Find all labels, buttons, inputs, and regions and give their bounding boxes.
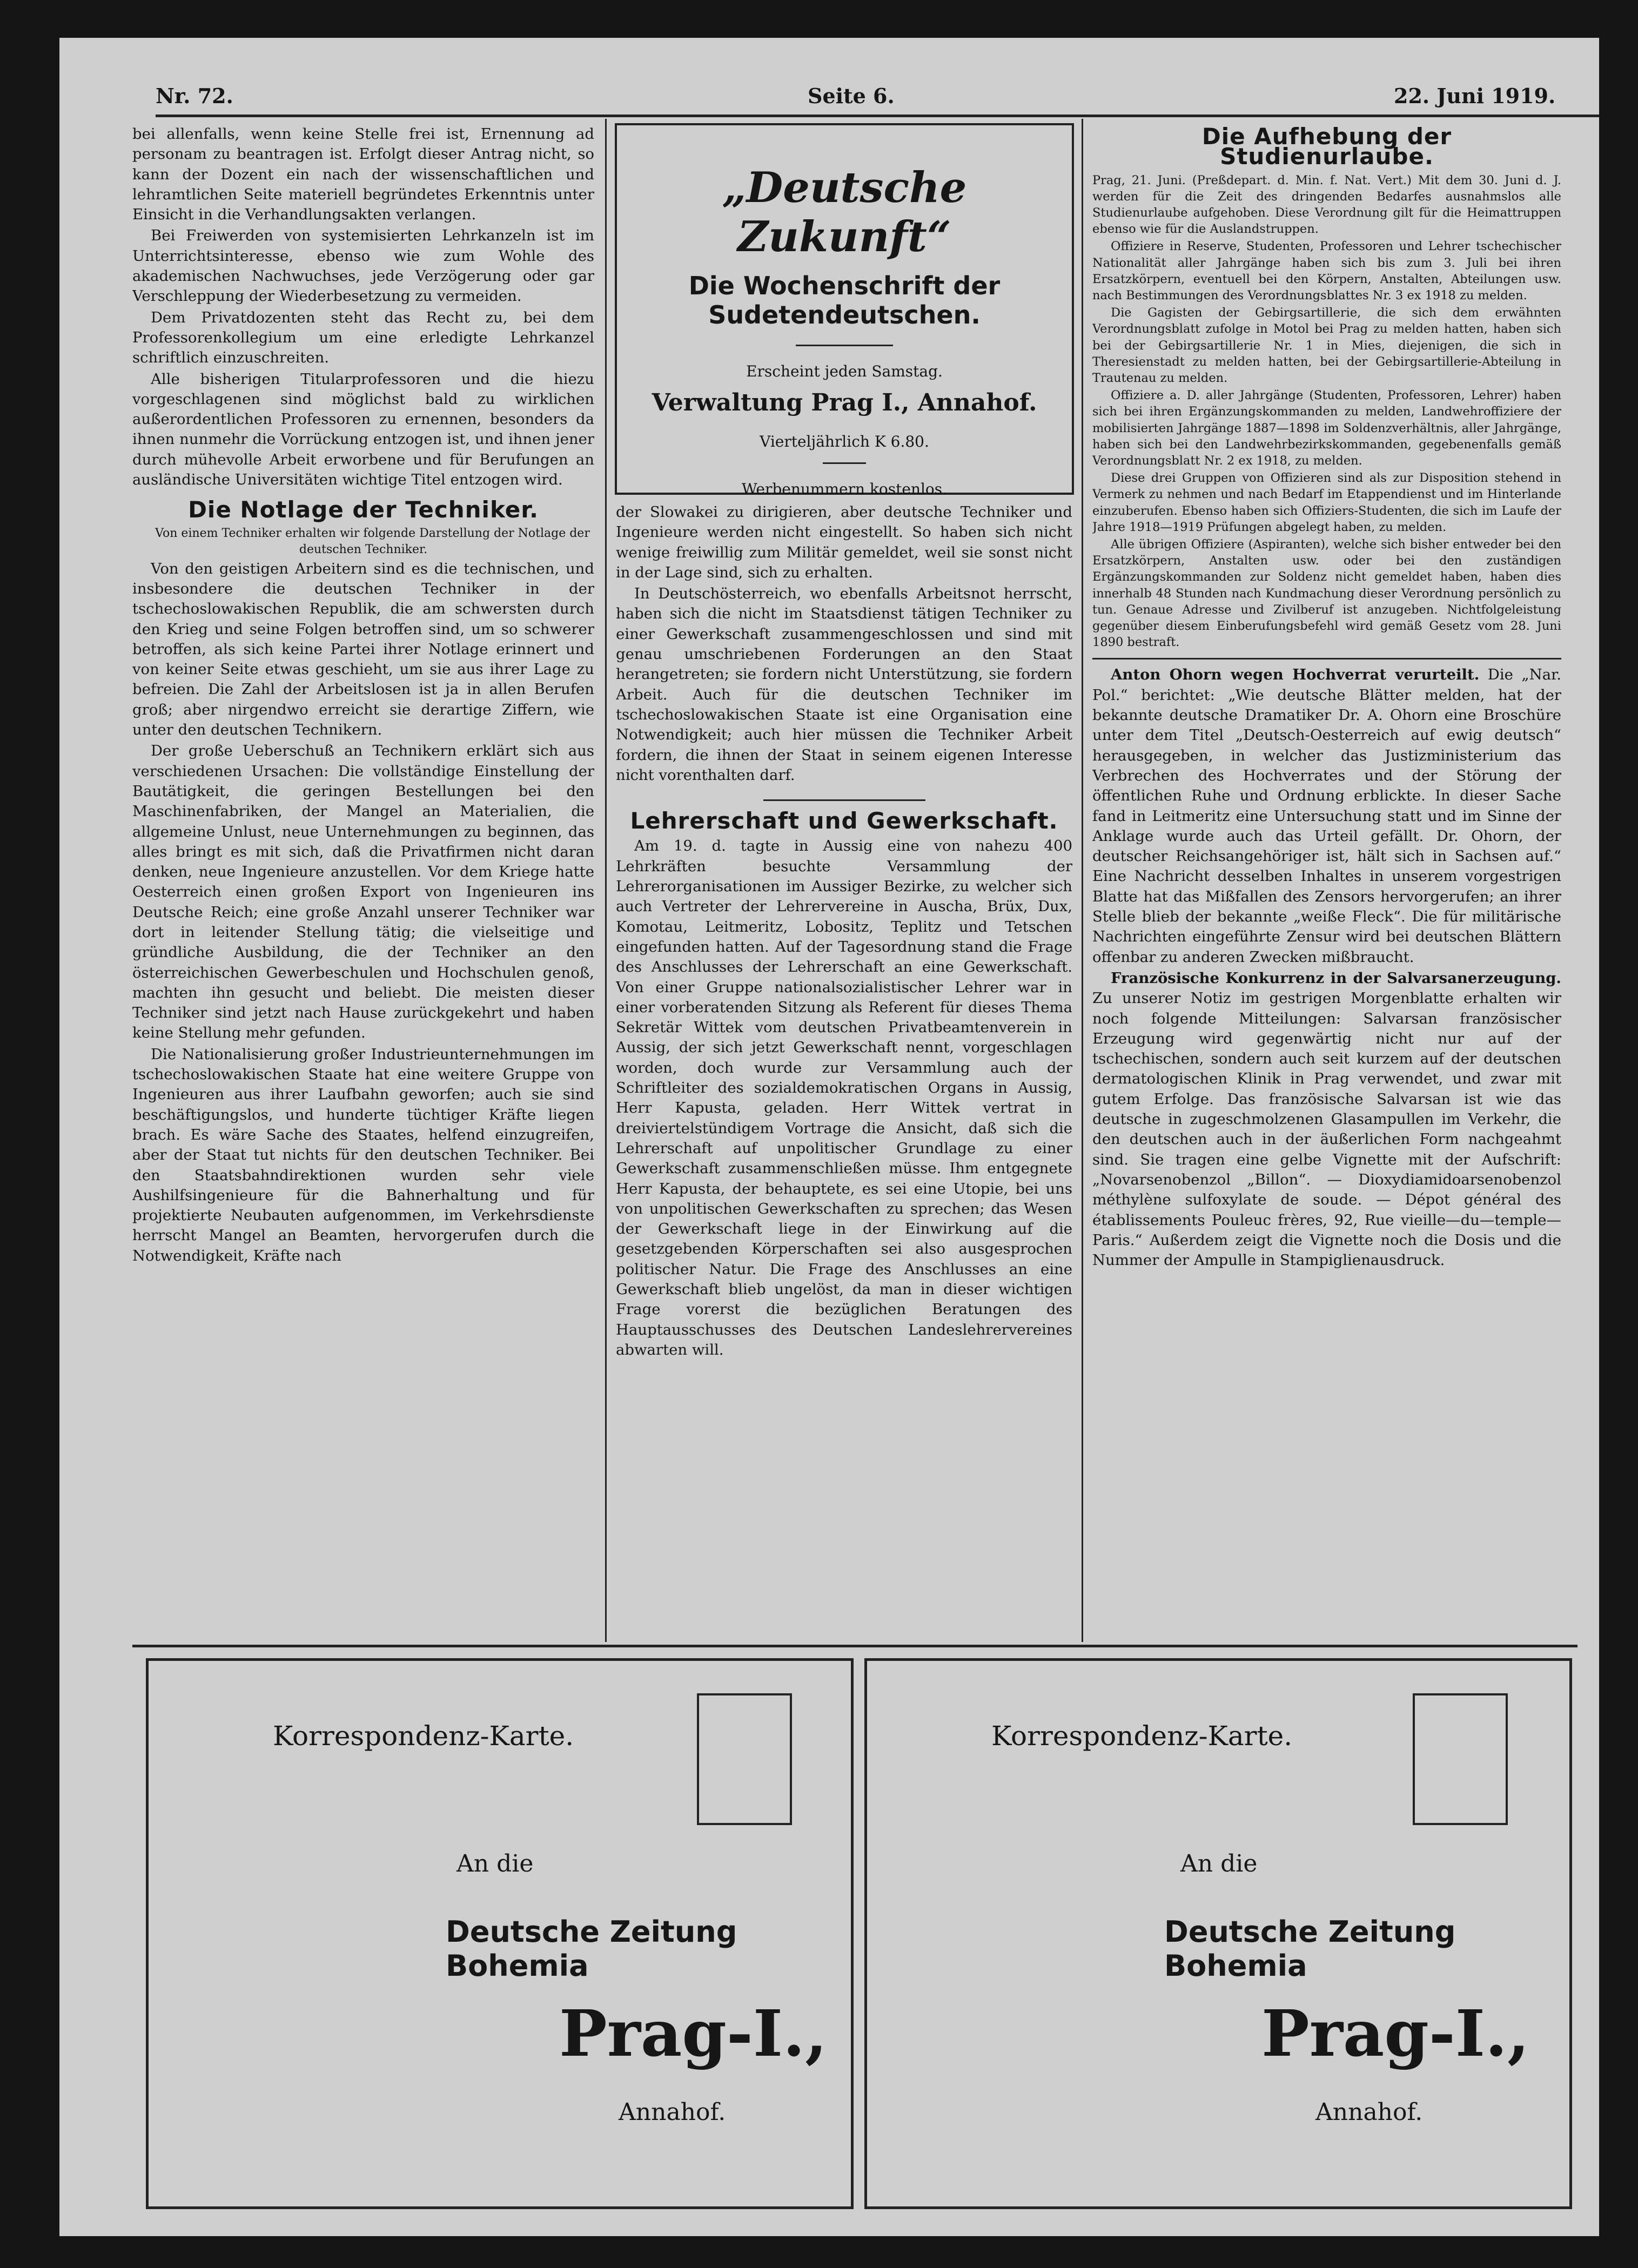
paragraph: Die Nationalisierung großer Industrieunternehmungen im tschechoslowakischen Staate hat eine weitere Gruppe von Ingenieuren aus ihrer Laufbahn geworfen; auch sie sind beschäftigungslos, und hunderte tüchtiger Kräfte liegen brach. Es wäre Sache des Staates, helfend einzugreifen, aber der Staat tut nichts für den deutschen Techniker. Bei den Staatsbahndirektionen wurden sehr viele Aushilfsingenieure für die Bahnerhaltung und für projektierte Neubauten aufgenommen, im Verkehrsdienste herrscht Mangel an Beamten, hervorgerufen durch die Notwendigkeit, Kräfte nach: [132, 1045, 594, 1264]
card-addressee-prefix: An die: [1180, 1850, 1258, 1877]
paragraph: Offiziere a. D. aller Jahrgänge (Studenten, Professoren, Lehrer) haben sich bei ihren Ergänzungskommanden zu melden, Landwehroffiziere der mobilisierten Jahrgänge 1887—1898 im Soldenzverhältnis, aller Jahrgänge, haben sich bei den Landwehrbezirkskommanden, gegebenenfalls gemäß Verordnungsblatt Nr. 2 ex 1918, zu melden.: [1092, 388, 1561, 468]
newspaper-page: [59, 38, 1599, 2236]
paragraph: Alle übrigen Offiziere (Aspiranten), welche sich bisher entweder bei den Ersatzkörpern, Anstalten usw. oder bei den zuständigen Ergänzungskommanden zur Soldenz nicht gemeldet haben, haben dies innerhalb 48 Stunden nach Kundmachung dieser Verordnung persönlich zu tun. Genaue Adresse und Zivilberuf ist anzugeben. Nichtfolgeleistung gegenüber diesem Einberufungsbefehl wird gemäß Gesetz vom 28. Juni 1890 bestraft.: [1092, 537, 1561, 650]
column-2: [616, 502, 1072, 1642]
paragraph: Am 19. d. tagte in Aussig eine von nahezu 400 Lehrkräften besuchte Versammlung der Lehrerorganisationen im Aussiger Bezirke, zu welcher sich auch Vertreter der Lehrervereine in Auscha, Brüx, Dux, Komotau, Leitmeritz, Lobositz, Teplitz und Tetschen eingefunden hatten. Auf der Tagesordnung stand die Frage des Anschlusses der Lehrerschaft an eine Gewerkschaft. Von einer Gruppe nationalsozialistischer Lehrer war in einer vorberatenden Sitzung als Referent für dieses Thema Sekretär Wittek vom deutschen Privatbeamtenverein in Aussig, der sich jetzt Gewerkschaft nennt, vorgeschlagen worden, doch wurde zur Versammlung auch der Schriftleiter des sozialdemokratischen Organs in Aussig, Herr Kapusta, geladen. Herr Wittek vertrat in dreiviertelstündigem Vortrage die Ansicht, daß sich die Lehrerschaft auf unpolitischer Grundlage zu einer Gewerkschaft zusammenschließen müsse. Ihm entgegnete Herr Kapusta, der behauptete, es sei eine Utopie, bei uns von unpolitischen Gewerkschaften zu sprechen; das Wesen der Gewerkschaft liege in der Einwirkung auf die gesetzgebenden Körperschaften sei also ausgesprochen politischer Natur. Die Frage des Anschlusses an eine Gewerkschaft blieb ungelöst, da man in dieser wichtigen Frage vorerst die bezüglichen Beratungen des Hauptausschusses des Deutschen Landeslehrervereines abwarten will.: [616, 837, 1072, 1358]
card-street: Annahof.: [1315, 2098, 1423, 2126]
article-title-lehrerschaft: Lehrerschaft und Gewerkschaft.: [630, 807, 1058, 834]
paragraph: Von den geistigen Arbeitern sind es die technischen, und insbesondere die deutschen Techniker in der tschechoslowakischen Republik, die am schwersten durch den Krieg und seine Folgen betroffen sind, um so schwerer betroffen, als sich keine Partei ihrer Notlage erinnert und von keiner Seite etwas geschieht, um sie aus ihrer Lage zu befreien. Die Zahl der Arbeitslosen ist ja in allen Berufen groß; aber nirgendwo erreicht sie derartige Ziffern, wie unter den deutschen Technikern.: [132, 560, 594, 739]
issue-date: 22. Juni 1919.: [1394, 84, 1556, 108]
header-rule: [156, 115, 1599, 117]
card-newspaper-name: Deutsche Zeitung Bohemia: [446, 1915, 737, 1983]
paragraph: Dem Privatdozenten steht das Recht zu, bei dem Professorenkollegium um eine erledigte Lehrkanzel schriftlich einzuschreiten.: [132, 308, 594, 367]
paragraph: Offiziere in Reserve, Studenten, Professoren und Lehrer tschechischer Nationalität aller Jahrgänge haben sich bis zum 3. Juli bei ihren Ersatzkörpern, eventuell bei den Körpern, Anstalten, Abteilungen usw. nach Bestimmungen des Verordnungsblattes Nr. 3 ex 1918 zu melden.: [1092, 239, 1561, 303]
news-body-ohorn: Die „Nar. Pol.“ berichtet: „Wie deutsche Blätter melden, hat der bekannte deutsche Dramatiker Dr. A. Ohorn eine Broschüre unter dem Titel „Deutsch-Oesterreich auf ewig deutsch“ herausgegeben, in welcher das Justizministerium das Verbrechen des Hochverrates und der Störung der öffentlichen Ruhe und Ordnung erblickte. In dieser Sache fand in Leitmeritz eine Untersuchung statt und im Sinne der Anklage wurde auch das Urteil gefällt. Dr. Ohorn, der deutscher Reichsangehöriger ist, hält sich in Sachsen auf.“ Eine Nachricht desselben Inhaltes in unserem vorgestrigen Blatte hat das Mißfallen des Zensors hervorgerufen; an ihrer Stelle blieb der bekannte „weiße Fleck“. Die für militärische Nachrichten eingeführte Zensur wird bei deutschen Blättern offenbar zu anderen Zwecken mißbraucht.: [1092, 666, 1561, 966]
cards-top-rule: [132, 1645, 1577, 1647]
ad-line: Erscheint jeden Samstag.: [746, 362, 943, 380]
column-1: [132, 124, 594, 1642]
issue-number: Nr. 72.: [156, 84, 233, 108]
paragraph: Die Gagisten der Gebirgsartillerie, die sich dem erwähnten Verordnungsblatt zufolge in Motol bei Prag zu melden hatten, haben sich bei der Gebirgsartillerie Nr. 1 in Mies, diejenigen, die sich in Theresienstadt zu melden hatten, bei der Gebirgsartillerie-Abteilung in Trautenau zu melden.: [1092, 306, 1561, 386]
correspondence-card: [146, 1658, 854, 2209]
card-addressee-prefix: An die: [457, 1850, 534, 1877]
correspondence-card: [864, 1658, 1572, 2209]
article-title-studienurlaube: Die Aufhebung der Studienurlaube.: [1201, 124, 1452, 170]
card-title: Korrespondenz-Karte.: [273, 1720, 574, 1752]
article-title-techniker: Die Notlage der Techniker.: [188, 496, 539, 523]
article-continuation: bei allenfalls, wenn keine Stelle frei ist, Ernennung ad personam zu beantragen ist. Erfolgt dieser Antrag nicht, so kann der Dozent ein nach der wissenschaftlichen und lehramtlichen Seite materiell begründetes Erkenntnis unter Einsicht in die Verhandlungsakten verlangen.: [132, 125, 594, 224]
paragraph: Diese drei Gruppen von Offizieren sind als zur Disposition stehend in Vermerk zu nehmen und nach Bedarf im Etappendienst und im Hinterlande einzuberufen. Ebenso haben sich Offiziers-Studenten, die sich im Laufe der Jahre 1918—1919 Prüfungen abgelegt haben, zu melden.: [1092, 471, 1561, 534]
page-number: Seite 6.: [808, 84, 895, 108]
column-divider-1: [605, 119, 607, 1642]
article-subtitle: Von einem Techniker erhalten wir folgende Darstellung der Notlage der deutschen Techniker.: [155, 526, 590, 556]
card-street: Annahof.: [619, 2098, 726, 2126]
ad-title: „Deutsche Zukunft“: [722, 163, 967, 261]
card-city: Prag-I.,: [1261, 1996, 1530, 2071]
advertisement-deutsche-zukunft: [615, 123, 1074, 498]
card-city: Prag-I.,: [559, 1996, 828, 2071]
ad-rule: [823, 462, 866, 464]
paragraph: Bei Freiwerden von systemisierten Lehrkanzeln ist im Unterrichtsinteresse, ebenso wie zum Wohle des akademischen Nachwuchses, jede Verzögerung oder gar Verschleppung der Wiederbesetzung zu vermeiden.: [132, 227, 594, 305]
column-divider-2: [1082, 119, 1083, 1642]
ad-subtitle: Die Wochenschrift der Sudetendeutschen.: [688, 271, 1001, 329]
news-headline-ohorn: Anton Ohorn wegen Hochverrat verurteilt.: [1111, 666, 1480, 684]
stamp-box: [1413, 1693, 1508, 1825]
stamp-box: [697, 1693, 792, 1825]
news-headline-salvarsan: Französische Konkurrenz in der Salvarsanerzeugung.: [1111, 969, 1561, 987]
paragraph: Prag, 21. Juni. (Preßdepart. d. Min. f. Nat. Vert.) Mit dem 30. Juni d. J. werden für die Zeit des dringenden Bedarfes ausnahmslos alle Studienurlaube aufgehoben. Diese Verordnung gilt für die Heimattruppen ebenso wie für die Auslandstruppen.: [1092, 173, 1561, 237]
paragraph: In Deutschösterreich, wo ebenfalls Arbeitsnot herrscht, haben sich die nicht im Staatsdienst tätigen Techniker zu einer Gewerkschaft zusammengeschlossen und sind mit genau umschriebenen Forderungen an den Staat herangetreten; sie fordern nicht Unterstützung, sie fordern Arbeit. Auch für die deutschen Techniker im tschechoslowakischen Staate ist eine Organisation eine Notwendigkeit; auch hier müssen die Techniker Arbeit fordern, die ihnen der Staat in seinem eigenen Interesse nicht vorenthalten darf.: [616, 585, 1072, 784]
section-rule: [1092, 658, 1561, 659]
paragraph: Der große Ueberschuß an Technikern erklärt sich aus verschiedenen Ursachen: Die vollständige Einstellung der Bautätigkeit, die geringen Bestellungen bei den Maschinenfabriken, der Mangel an Materialien, die allgemeine Unlust, neue Unternehmungen zu beginnen, das alles bringt es mit sich, daß die Privatfirmen nicht daran denken, neue Ingenieure anzustellen. Vor dem Kriege hatte Oesterreich einen großen Export von Ingenieuren ins Deutsche Reich; eine große Anzahl unserer Techniker war dort in leitender Stellung tätig; die vielseitige und gründliche Ausbildung, die der Techniker an den österreichischen Gewerbeschulen und Hochschulen genoß, machten ihn gesucht und beliebt. Die meisten dieser Techniker sind jetzt nach Hause zurückgekehrt und haben keine Stellung mehr gefunden.: [132, 742, 594, 1042]
ad-line: Werbenummern kostenlos.: [741, 480, 948, 498]
card-title: Korrespondenz-Karte.: [991, 1720, 1293, 1752]
paragraph: Alle bisherigen Titularprofessoren und die hiezu vorgeschlagenen sind möglichst bald zu wirklichen außerordentlichen Professoren zu ernennen, besonders da ihnen nunmehr die Vorrückung entzogen ist, und ihnen jener durch mühevolle Arbeit erworbene und für Berufungen an ausländische Universitäten wichtige Titel entzogen wird.: [132, 370, 594, 489]
card-newspaper-name: Deutsche Zeitung Bohemia: [1164, 1915, 1456, 1983]
section-rule: [763, 799, 925, 801]
ad-price: Vierteljährlich K 6.80.: [760, 433, 929, 450]
paragraph: der Slowakei zu dirigieren, aber deutsche Techniker und Ingenieure werden nicht eingestellt. So haben sich nicht wenige freiwillig zum Militär gemeldet, weil sie sonst nicht in der Lage sind, sich zu erhalten.: [616, 503, 1072, 581]
column-3: [1092, 124, 1561, 1642]
ad-address: Verwaltung Prag I., Annahof.: [652, 389, 1037, 416]
news-body-salvarsan: Zu unserer Notiz im gestrigen Morgenblatte erhalten wir noch folgende Mitteilungen: Salvarsan französischer Erzeugung wird gegenwärtig nicht nur auf der tschechischen, sondern auch seit kurzem auf der deutschen dermatologischen Klinik in Prag verwendet, und zwar mit gutem Erfolge. Das französische Salvarsan ist wie das deutsche in zugeschmolzenen Glasampullen im Verkehr, die den deutschen auch in der äußerlichen Form nachgeahmt sind. Sie tragen eine gelbe Vignette mit der Aufschrift: „Novarsenobenzol „Billon“. — Dioxydiamidoarsenobenzol méthylène sulfoxylate de soude. — Dépot général des établissements Pouleuc frères, 92, Rue vieille—du—temple—Paris.“ Außerdem zeigt die Vignette noch die Dosis und die Nummer der Ampulle in Stampiglienausdruck.: [1092, 990, 1561, 1269]
ad-rule: [796, 345, 893, 346]
